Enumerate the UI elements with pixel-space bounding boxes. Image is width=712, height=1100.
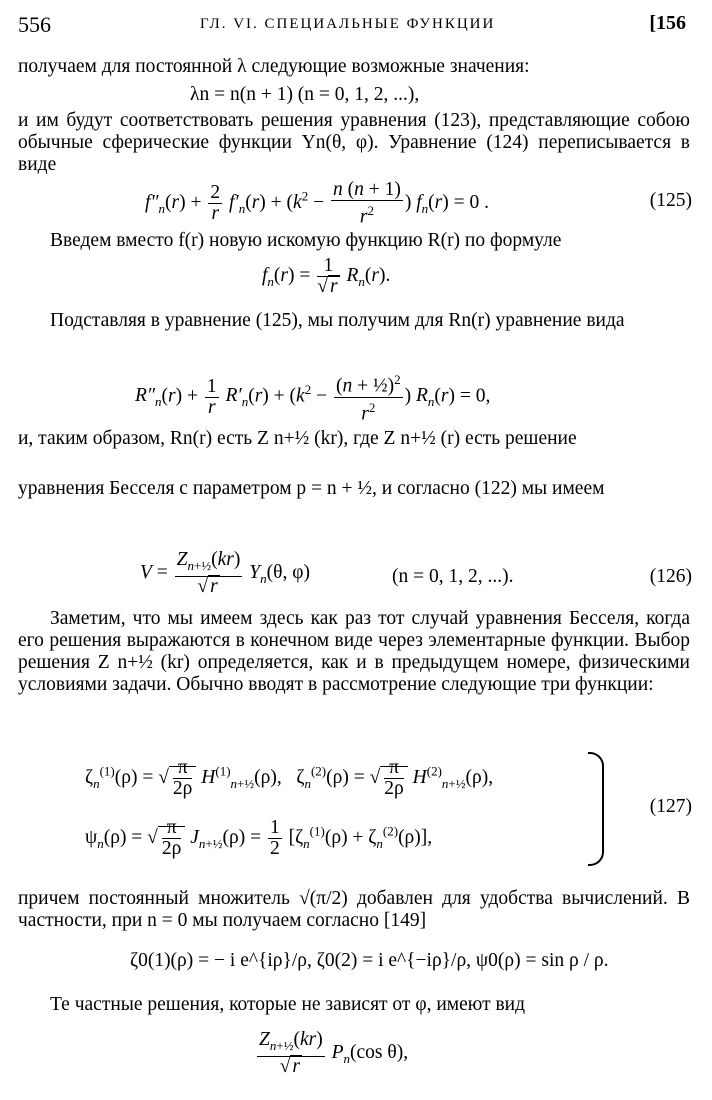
equation-126-range: (n = 0, 1, 2, ...).	[392, 566, 514, 587]
paragraph-1: получаем для постоянной λ следующие возможные значения:	[18, 56, 530, 77]
paragraph-2: и им будут соответствовать решения уравнения (123), представляющие собою обычные сферические функции Yn(θ, φ). Уравнение (124) переписывается в виде	[18, 110, 690, 175]
paragraph-4: Подставляя в уравнение (125), мы получим для Rn(r) уравнение вида	[50, 310, 625, 331]
paragraph-5: и, таким образом, Rn(r) есть Z n+½ (kr), где Z n+½ (r) есть решение	[18, 428, 577, 449]
section-number: [156	[649, 12, 686, 34]
equation-radial: $R''_n(r)$ + $\frac{1}{r}$ $R'_n(r) + (k^2$ − $\frac{(n + \frac{1}{2})^2}{r^2}$ ) $R_n(r) = 0$,	[135, 372, 491, 424]
equation-125-number: (125)	[649, 190, 692, 211]
page-number: 556	[18, 12, 51, 37]
equation-127-brace	[588, 752, 604, 866]
paragraph-7: Заметим, что мы имеем здесь как раз тот случай уравнения Бесселя, когда его решения выражаются в конечном виде через элементарные функции. Выбор решения Z n+½ (kr) определяется, как и в предыдущем номере, физическими условиями задачи. Обычно вводят в рассмотрение следующие три функции:	[18, 608, 690, 695]
equation-126: V = $\frac{Z_{n+\frac{1}{2}}(kr)}{√ r}$ $Y_n(\theta$, φ)	[140, 549, 310, 597]
equation-axisymmetric: $\frac{Z_{n+\frac{1}{2}}(kr)}{√ r}$ $P_n(\cos$ θ),	[259, 1029, 409, 1077]
equation-lambda: λn = n(n + 1) (n = 0, 1, 2, ...),	[190, 84, 420, 105]
equation-125: $f''_n(r)$ + $\frac{2}{r}$ $f'_n(r) + (k^2$ − $\frac{n (n + 1)}{r^2}$ ) $f_n(r) = 0$ .	[145, 179, 489, 228]
equation-order-zero: ζ0(1)(ρ) = − i e^{iρ}/ρ, ζ0(2) = i e^{−iρ}/ρ, ψ0(ρ) = sin ρ / ρ.	[130, 950, 609, 971]
equation-126-number: (126)	[649, 566, 692, 587]
paragraph-6: уравнения Бесселя с параметром p = n + ½, и согласно (122) мы имеем	[18, 478, 605, 499]
equation-127-line-2: $\psi_n(\rho)$ = √ $\frac{\pi}{2\rho}$ $J_{n+\frac{1}{2}}(\rho)$ = $\frac{1}{2}$ $[\zeta_n^{(1)}(\rho) + \zeta_n^{(2)}(\rho)]$,	[85, 817, 433, 859]
page-header	[0, 12, 712, 40]
paragraph-9: Те частные решения, которые не зависят от φ, имеют вид	[50, 994, 526, 1015]
chapter-title: ГЛ. VI. СПЕЦИАЛЬНЫЕ ФУНКЦИИ	[200, 16, 496, 32]
equation-127-number: (127)	[649, 796, 692, 817]
paragraph-8: причем постоянный множитель √(π/2) добавлен для удобства вычислений. В частности, при n = 0 мы получаем согласно [149]	[18, 888, 690, 931]
equation-127-line-1: $\zeta_n^{(1)}(\rho)$ = √ $\frac{\pi}{2\rho}$ $H^{(1)}_{n+\frac{1}{2}}(\rho)$, $\zeta_n^{(2)}(\rho)$ = √ $\frac{\pi}{2\rho}$ $H^{(2)}_{n+\frac{1}{2}}(\rho)$,	[85, 757, 494, 799]
equation-substitution: $f_n(r)$ = $\frac{1}{√ r}$ $R_n(r)$.	[262, 255, 391, 297]
paragraph-3: Введем вместо f(r) новую искомую функцию R(r) по формуле	[50, 230, 562, 251]
